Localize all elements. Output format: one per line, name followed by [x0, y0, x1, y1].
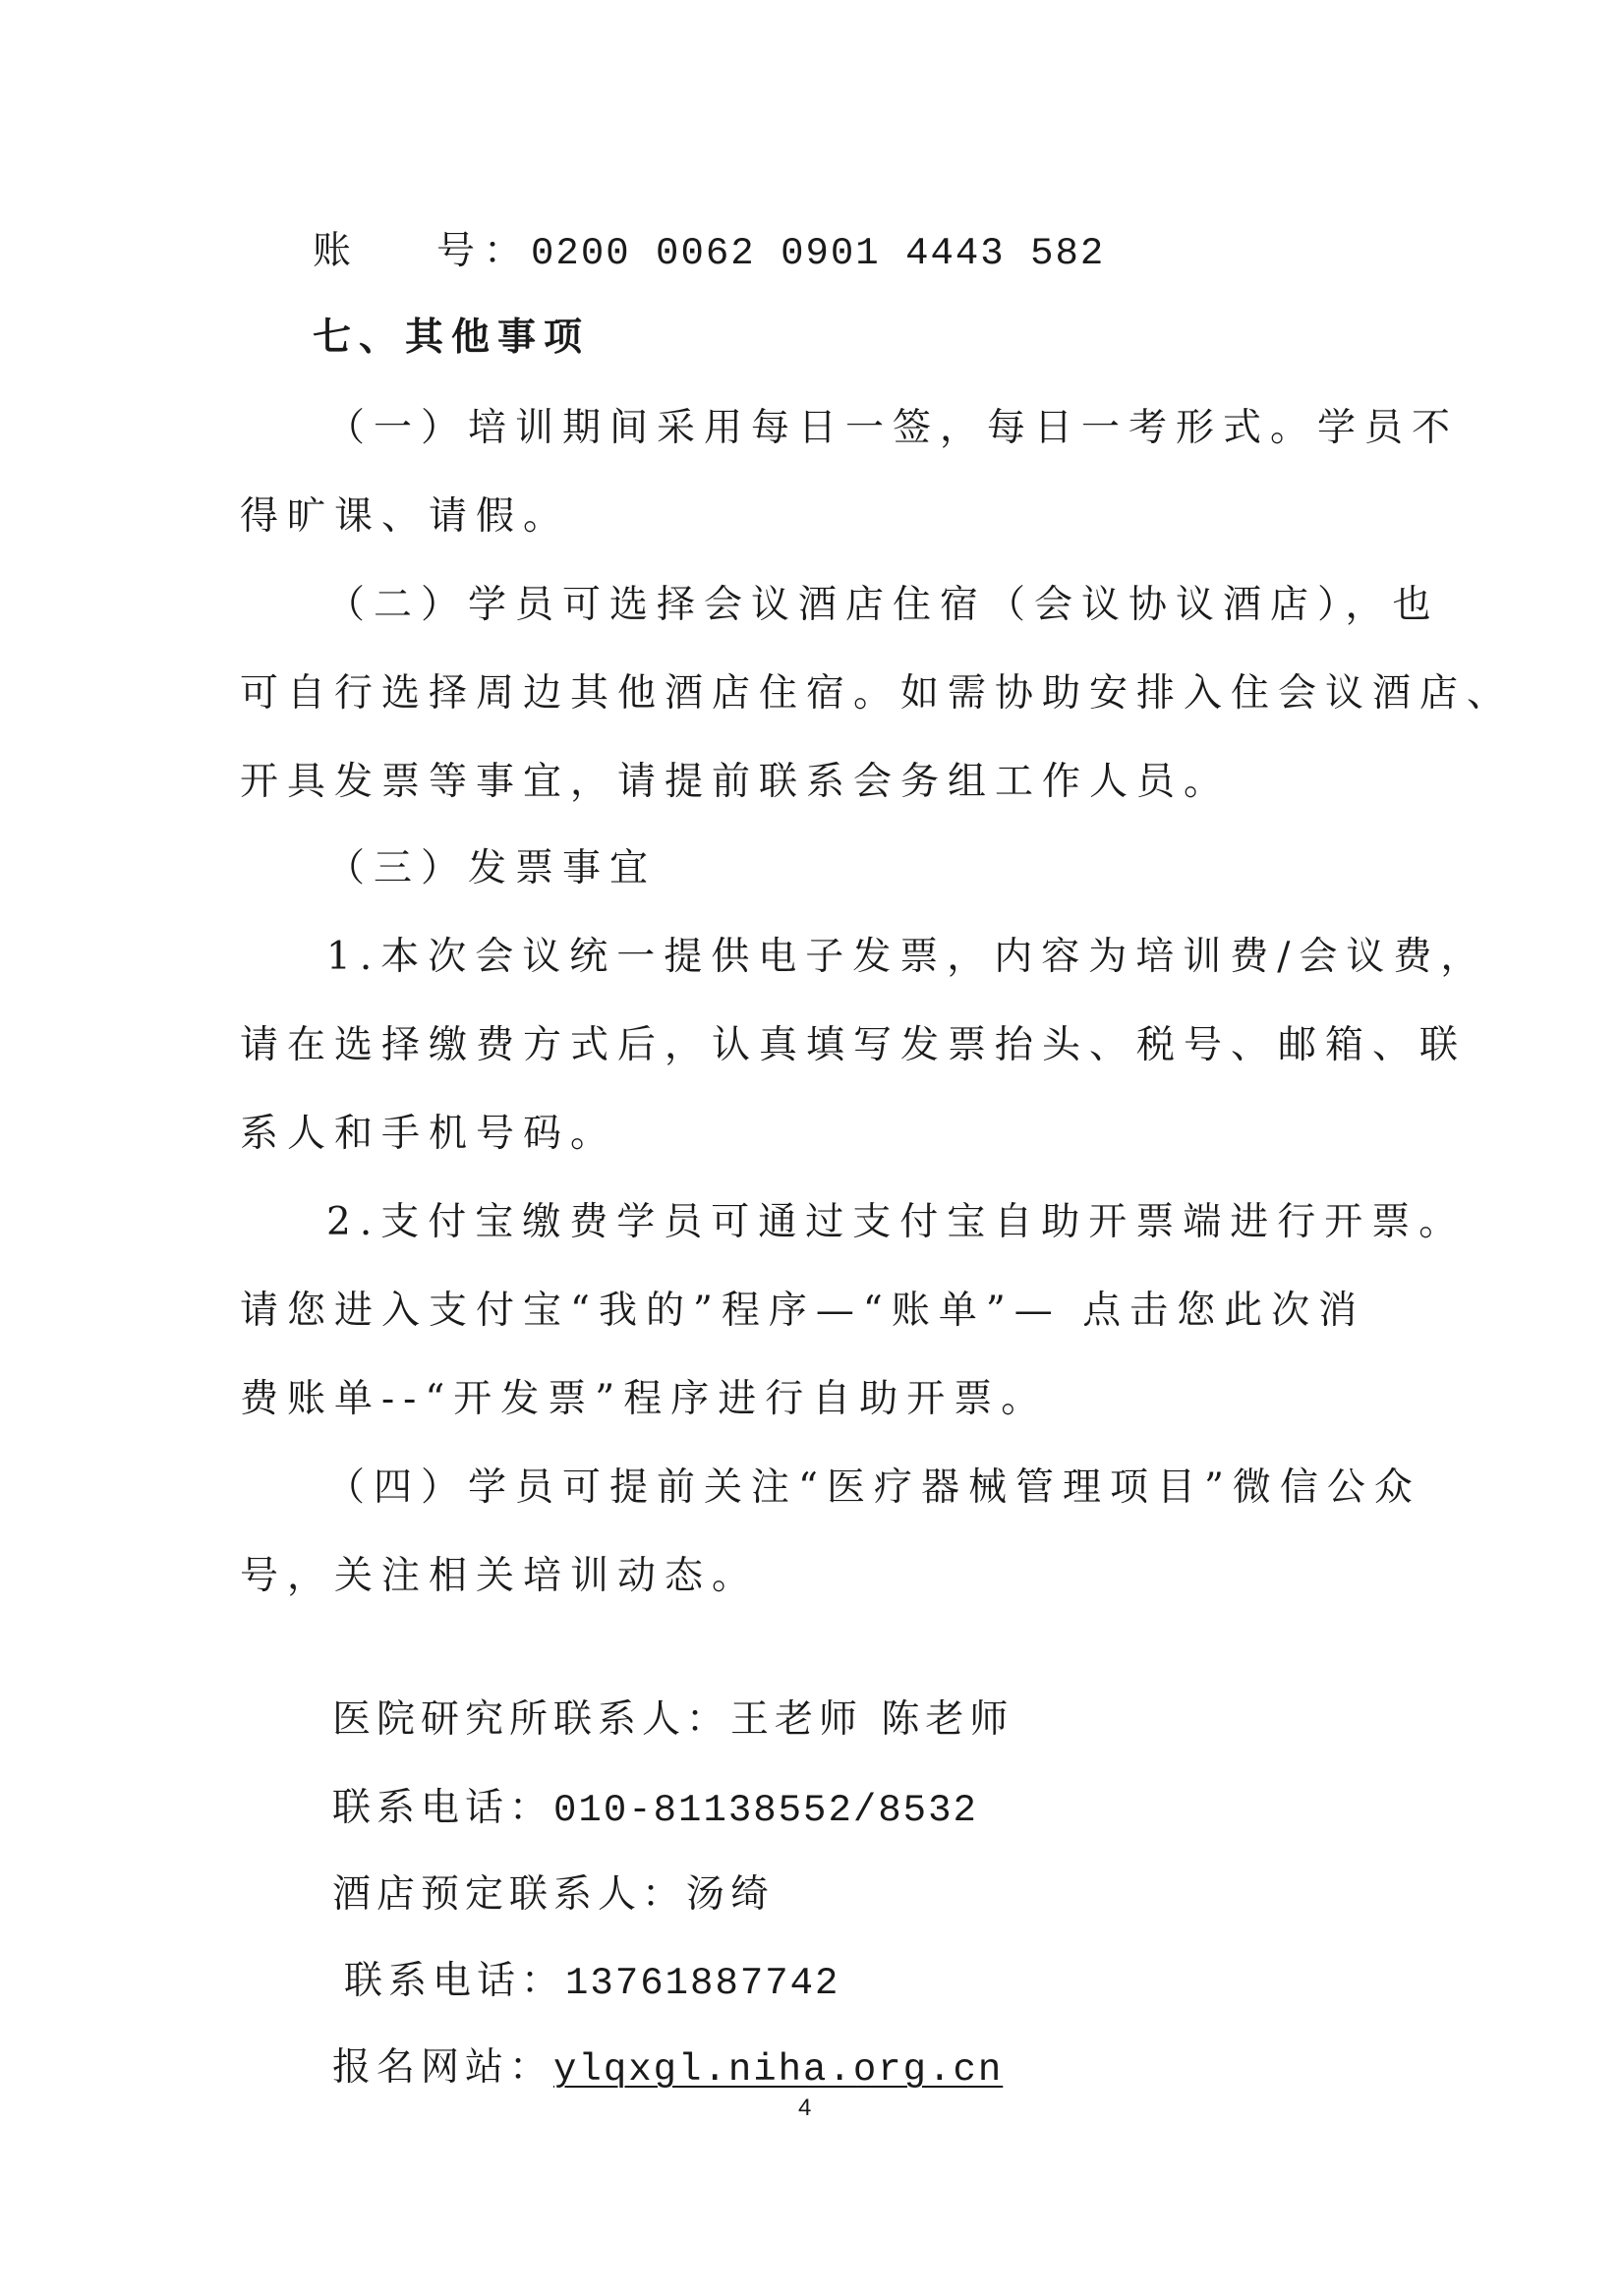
item4-line2: 号，关注相关培训动态。	[240, 1554, 760, 1598]
item1-line1: （一）培训期间采用每日一签，每日一考形式。学员不	[326, 406, 1460, 450]
institute-contact-names: 王老师 陈老师	[730, 1697, 1014, 1742]
phone1-label: 联系电话：	[332, 1786, 554, 1830]
hotel-contact-line	[332, 1869, 775, 1921]
phone2-value: 13761887742	[565, 1962, 840, 2005]
item3-1-line3: 系人和手机号码。	[240, 1112, 618, 1156]
institute-contact-line	[332, 1694, 1013, 1746]
account-number: 0200 0062 0901 4443 582	[531, 232, 1106, 275]
item3-2-line2: 请您进入支付宝“我的”程序—“账单”— 点击您此次消	[240, 1289, 1366, 1333]
item3-1-line1: 1.本次会议统一提供电子发票，内容为培训费/会议费，	[326, 935, 1488, 979]
item4-line1: （四）学员可提前关注“医疗器械管理项目”微信公众	[326, 1465, 1421, 1510]
item2-line2: 可自行选择周边其他酒店住宿。如需协助安排入住会议酒店、	[240, 671, 1515, 716]
item2-line3: 开具发票等事宜，请提前联系会务组工作人员。	[240, 760, 1232, 804]
phone2-line	[344, 1956, 839, 2009]
item3-2-line3: 费账单--“开发票”程序进行自助开票。	[240, 1377, 1049, 1421]
account-label-char2: 号：	[436, 229, 532, 273]
website-link[interactable]: ylqxgl.niha.org.cn	[553, 2048, 1004, 2092]
phone1-line	[332, 1783, 978, 1836]
section7-heading: 七、其他事项	[313, 316, 591, 360]
institute-contact-label: 医院研究所联系人：	[332, 1697, 731, 1742]
phone2-label: 联系电话：	[344, 1959, 566, 2003]
item3-1-line2: 请在选择缴费方式后，认真填写发票抬头、税号、邮箱、联	[240, 1023, 1468, 1067]
website-line	[332, 2042, 1003, 2095]
item3-title: （三）发票事宜	[326, 846, 658, 890]
account-label-char1: 账	[313, 229, 361, 273]
item3-2-line1: 2.支付宝缴费学员可通过支付宝自助开票端进行开票。	[326, 1200, 1467, 1244]
hotel-contact-label: 酒店预定联系人：	[332, 1872, 687, 1917]
page-number: 4	[798, 2095, 812, 2121]
website-label: 报名网站：	[332, 2045, 554, 2090]
item2-line1: （二）学员可选择会议酒店住宿（会议协议酒店），也	[326, 583, 1440, 627]
hotel-contact-name: 汤绮	[686, 1872, 776, 1917]
account-line	[313, 226, 1105, 279]
phone1-value: 010-81138552/8532	[553, 1789, 978, 1832]
item1-line2: 得旷课、请假。	[240, 494, 571, 539]
